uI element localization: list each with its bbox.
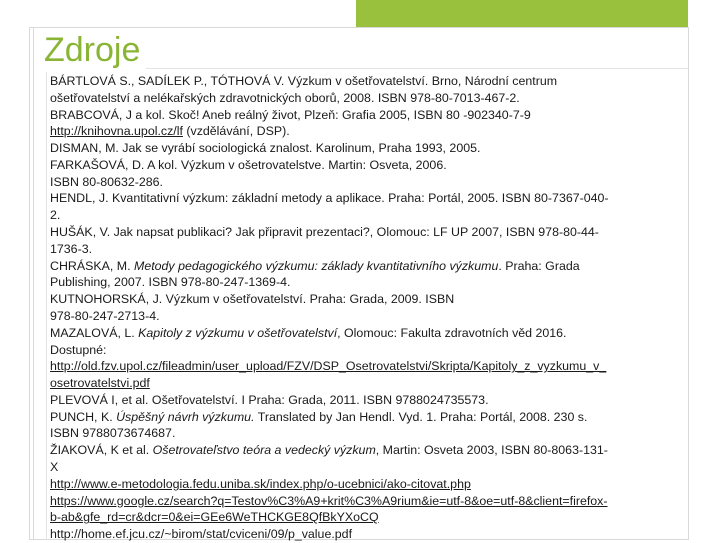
reference-mazalova-link-line2 — [50, 375, 686, 392]
reference-chraska-title: Metody pedagogického výzkumu: základy kvantitativního výzkumu — [134, 258, 499, 273]
reference-brabcova-line1: BRABCOVÁ, J a kol. Skoč! Aneb reálný život, Plzeň: Grafia 2005, ISBN 80 -902340-7-9 — [50, 107, 531, 122]
reference-chraska-line1 — [50, 258, 686, 275]
mazalova-pdf-link-part2[interactable]: osetrovatelstvi.pdf — [50, 376, 150, 391]
reference-disman: DISMAN, M. Jak se vyrábí sociologická znalost. Karolinum, Praha 1993, 2005. — [50, 141, 481, 156]
left-rule — [33, 27, 34, 540]
reference-husak-line1: HUŠÁK, V. Jak napsat publikaci? Jak připravit prezentaci?, Olomouc: LF UP 2007, ISBN 978-80-44- — [50, 225, 599, 240]
reference-ziakova-line2: X — [50, 459, 59, 474]
reference-ziakova-line1 — [50, 442, 686, 459]
reference-mazalova-line1 — [50, 325, 686, 342]
reference-mazalova-link-line1 — [50, 358, 686, 375]
mazalova-pdf-link-part1[interactable]: http://old.fzv.upol.cz/fileadmin/user_upload/FZV/DSP_Osetrovatelstvi/Skripta/Kapitoly_z_vyzkumu_v_ — [50, 359, 607, 374]
pvalue-url: http://home.ef.jcu.cz/~birom/stat/cviceni/09/p_value.pdf — [50, 527, 353, 542]
google-search-link-part2[interactable]: b-ab&gfe_rd=cr&dcr=0&ei=GEe6WeTHCKGE8QfBkYXoCQ — [50, 510, 379, 525]
reference-punch-title: Úspěšný návrh výzkumu. — [116, 409, 255, 424]
reference-ziakova-rest: , Martin: Osveta 2003, ISBN 80-8063-131- — [375, 443, 608, 458]
reference-chraska-author: CHRÁSKA, M. — [50, 258, 134, 273]
reference-chraska-rest: . Praha: Grada — [498, 258, 580, 273]
reference-husak-line2: 1736-3. — [50, 241, 93, 256]
reference-farkasova-line2: ISBN 80-80632-286. — [50, 174, 163, 189]
reference-mazalova-title: Kapitoly z výzkumu v ošetřovatelství — [138, 325, 338, 340]
emetodologia-link[interactable]: http://www.e-metodologia.fedu.uniba.sk/index.php/o-ucebnici/ako-citovat.php — [50, 476, 471, 491]
reference-ziakova-author: ŽIAKOVÁ, K et al. — [50, 443, 153, 458]
google-link-line1 — [50, 493, 686, 510]
reference-hendl-line1: HENDL, J. Kvantitativní výzkum: základní metody a aplikace. Praha: Portál, 2005. ISBN 80-7367-040- — [50, 191, 609, 206]
reference-punch-line1 — [50, 409, 686, 426]
reference-mazalova-line2: Dostupné: — [50, 342, 107, 357]
reference-plevova: PLEVOVÁ I, et al. Ošetřovatelství. I Praha: Grada, 2011. ISBN 9788024735573. — [50, 392, 489, 407]
google-link-line2 — [50, 509, 686, 526]
reference-punch-rest: Translated by Jan Hendl. Vyd. 1. Praha: Portál, 2008. 230 s. — [254, 409, 588, 424]
google-search-link-part1[interactable]: https://www.google.cz/search?q=Testov%C3%A9+krit%C3%A9rium&ie=utf-8&oe=utf-8&client=firefox- — [50, 493, 608, 508]
reference-kutnohorska-line1: KUTNOHORSKÁ, J. Výzkum v ošetřovatelství. Praha: Grada, 2009. ISBN — [50, 292, 455, 307]
reference-brabcova-line2 — [50, 123, 686, 140]
reference-list — [50, 73, 686, 543]
knihovna-link[interactable]: http://knihovna.upol.cz/lf — [50, 124, 183, 139]
reference-ziakova-title: Ošetrovateľstvo teóra a vedecký výzkum — [152, 443, 376, 458]
reference-mazalova-author: MAZALOVÁ, L. — [50, 325, 139, 340]
reference-chraska-line2: Publishing, 2007. ISBN 978-80-247-1369-4. — [50, 275, 291, 290]
reference-bartlova-line1: BÁRTLOVÁ S., SADÍLEK P., TÓTHOVÁ V. Výzkum v ošetřovatelství. Brno, Národní centrum — [50, 74, 558, 88]
reference-punch-line2: ISBN 9788073674687. — [50, 426, 176, 441]
emetodologia-link-line — [50, 476, 686, 493]
reference-farkasova-line1: FARKAŠOVÁ, D. A kol. Výzkum v ošetrovatelstve. Martin: Osveta, 2006. — [50, 157, 447, 172]
reference-mazalova-rest: , Olomouc: Fakulta zdravotních věd 2016. — [337, 325, 567, 340]
reference-brabcova-note: (vzdělávání, DSP). — [182, 124, 290, 139]
reference-kutnohorska-line2: 978-80-247-2713-4. — [50, 308, 160, 323]
reference-hendl-line2: 2. — [50, 208, 61, 223]
slide-title: Zdroje — [44, 28, 146, 72]
reference-punch-author: PUNCH, K. — [50, 409, 117, 424]
reference-bartlova-line2: ošetřovatelství a nelékařských zdravotnických oborů, 2008. ISBN 978-80-7013-467-2. — [50, 90, 520, 105]
